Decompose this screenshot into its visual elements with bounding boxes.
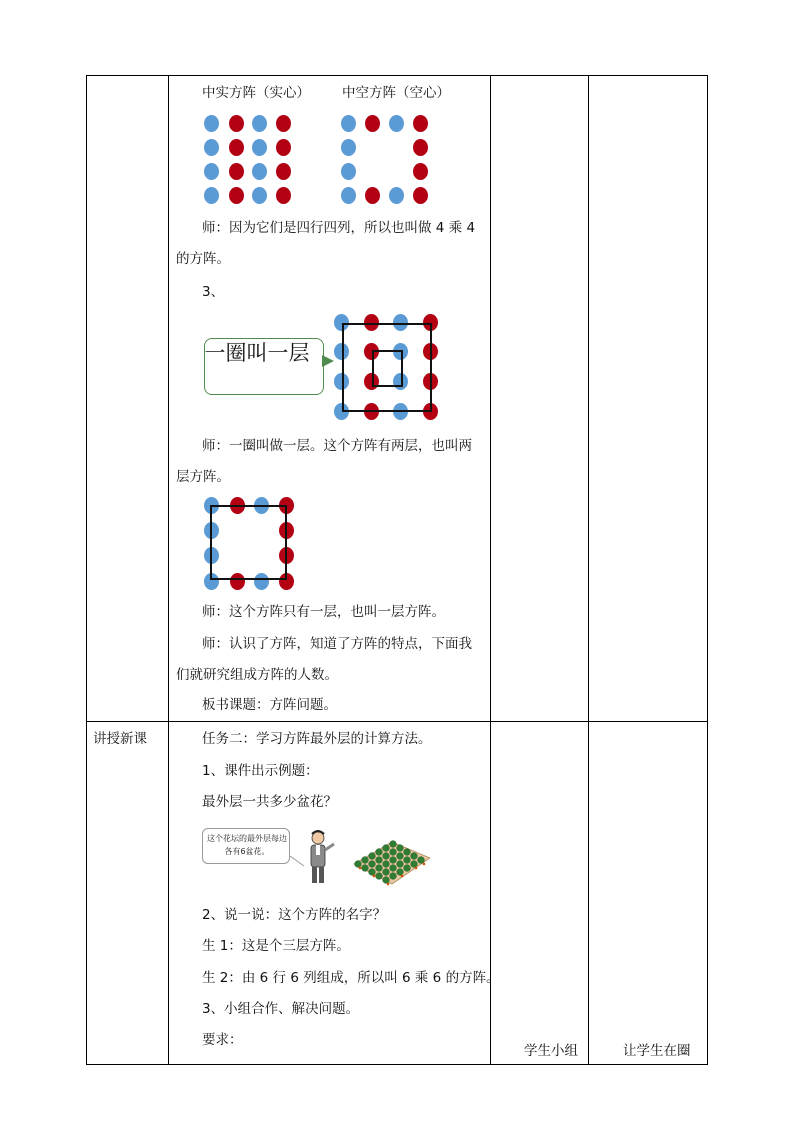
requirements-label: 要求：: [202, 1032, 243, 1048]
dot: [229, 139, 244, 156]
dot: [229, 163, 244, 180]
dot: [276, 163, 291, 180]
dot: [341, 187, 356, 204]
dot: [413, 187, 428, 204]
board-title: 板书课题：方阵问题。: [202, 697, 337, 713]
dot: [229, 187, 244, 204]
paragraph-transition-line2: 们就研究组成方阵的人数。: [176, 667, 338, 683]
col-border-left: [86, 75, 87, 1065]
dot: [413, 139, 428, 156]
paragraph-4x4-line1: 师：因为它们是四行四列，所以也叫做 4 乘 4: [202, 220, 476, 236]
student-1-answer: 生 1：这是个三层方阵。: [202, 938, 350, 954]
dot: [276, 115, 291, 132]
dot: [204, 163, 219, 180]
col-border-right: [707, 75, 708, 1065]
table-bottom-border: [86, 1064, 708, 1065]
paragraph-two-layers-line1: 师：一圈叫做一层。这个方阵有两层，也叫两: [202, 438, 472, 454]
callout-pointer: [322, 355, 334, 367]
paragraph-two-layers-line2: 层方阵。: [176, 469, 230, 485]
dot: [252, 187, 267, 204]
dot: [204, 187, 219, 204]
dot: [341, 163, 356, 180]
single-layer-frame: [210, 505, 287, 580]
dot: [365, 115, 380, 132]
dot: [204, 139, 219, 156]
dot: [389, 187, 404, 204]
dot: [413, 115, 428, 132]
dot: [204, 115, 219, 132]
col-border-3: [490, 75, 491, 1065]
dot: [389, 115, 404, 132]
task-two: 任务二：学习方阵最外层的计算方法。: [202, 731, 432, 747]
col-border-2: [168, 75, 169, 1065]
paragraph-transition-line1: 师：认识了方阵，知道了方阵的特点，下面我: [202, 636, 472, 652]
hollow-array-label: 中空方阵（空心）: [342, 85, 450, 101]
col4-text: 让学生在圈: [623, 1043, 691, 1059]
dot: [276, 139, 291, 156]
step-3: 3、小组合作、解决问题。: [202, 1001, 360, 1017]
step-2: 2、说一说：这个方阵的名字？: [202, 907, 387, 923]
speech-bubble-text: 这个花坛的最外层每边各有6盆花。: [207, 834, 287, 856]
stage-label: 讲授新课: [93, 731, 147, 747]
dot: [365, 187, 380, 204]
dot: [341, 115, 356, 132]
row-divider: [86, 721, 708, 722]
dot: [413, 163, 428, 180]
dot: [276, 187, 291, 204]
dot: [341, 139, 356, 156]
col3-text: 学生小组: [524, 1043, 578, 1059]
col-border-4: [588, 75, 589, 1065]
dot: [229, 115, 244, 132]
table-top-border: [86, 75, 708, 76]
teacher-flowerbed-illustration: [202, 824, 434, 894]
inner-layer-frame: [372, 350, 403, 387]
example-question: 最外层一共多少盆花？: [202, 794, 337, 810]
item-3-label: 3、: [202, 284, 225, 300]
student-2-answer: 生 2：由 6 行 6 列组成，所以叫 6 乘 6 的方阵。: [202, 970, 500, 986]
callout-text: 一圈叫一层: [204, 341, 310, 365]
dot: [252, 139, 267, 156]
solid-array-label: 中实方阵（实心）: [202, 85, 310, 101]
step-1: 1、课件出示例题：: [202, 763, 319, 779]
paragraph-4x4-line2: 的方阵。: [176, 251, 230, 267]
dot: [252, 163, 267, 180]
dot: [252, 115, 267, 132]
paragraph-one-layer: 师：这个方阵只有一层，也叫一层方阵。: [202, 604, 445, 620]
